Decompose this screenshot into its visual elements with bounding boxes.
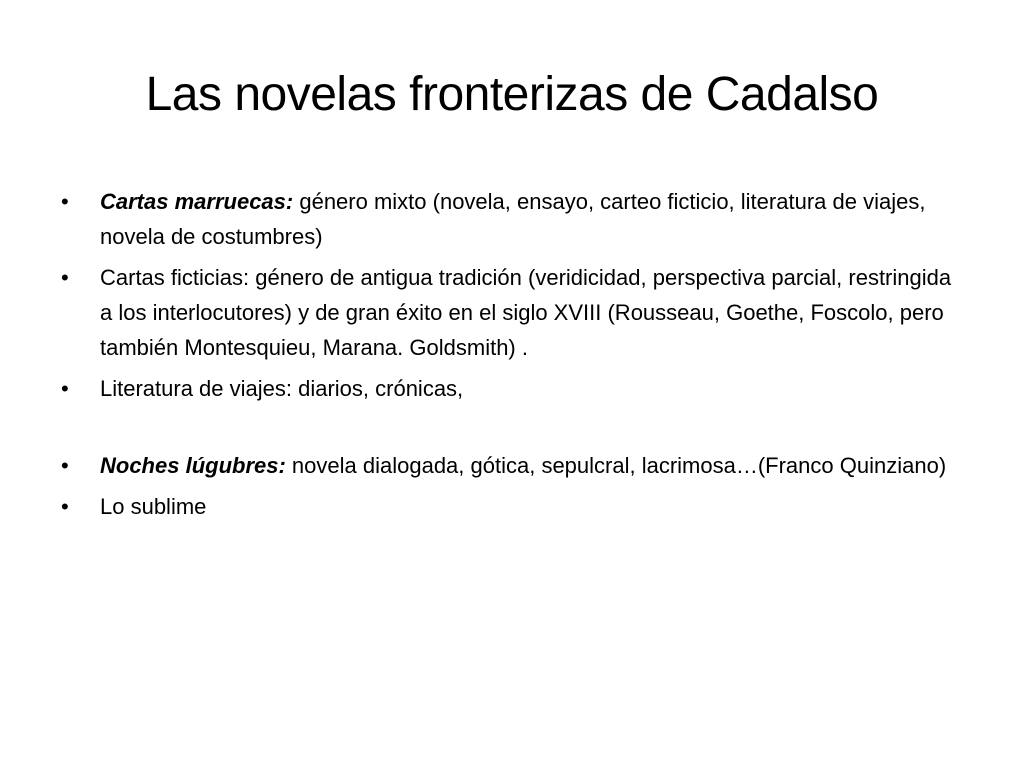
bullet-dot-icon: • — [61, 265, 69, 290]
bullet-text: novela dialogada, gótica, sepulcral, lacrimosa…(Franco Quinziano) — [291, 453, 947, 478]
bullet-list — [60, 184, 960, 530]
bullet-item — [60, 184, 960, 254]
bullet-lead-text: Cartas marruecas: — [100, 189, 300, 214]
bullet-text: Cartas ficticias: género de antigua tradición (veridicidad, perspectiva parcial, restringida a los interlocutores) y de gran éxito en el siglo XVIII (Rousseau, Goethe, Foscolo, pero también Montesquieu, Marana. Goldsmith) . — [100, 265, 952, 360]
bullet-dot-icon: • — [61, 376, 69, 401]
bullet-item — [60, 489, 960, 524]
bullet-text: Literatura de viajes: diarios, crónicas, — [100, 376, 464, 401]
bullet-dot-icon: • — [61, 494, 69, 519]
bullet-text: género mixto (novela, ensayo, carteo ficticio, literatura de viajes, novela de costumbres) — [100, 189, 926, 249]
bullet-text: Lo sublime — [100, 494, 207, 519]
bullet-lead-text: Noches lúgubres: — [100, 453, 292, 478]
bullet-item — [60, 260, 960, 365]
bullet-dot-icon: • — [61, 189, 69, 214]
bullet-dot-icon: • — [61, 453, 69, 478]
bullet-item — [60, 448, 960, 483]
bullet-item — [60, 371, 960, 406]
slide-title: Las novelas fronterizas de Cadalso — [145, 68, 879, 121]
